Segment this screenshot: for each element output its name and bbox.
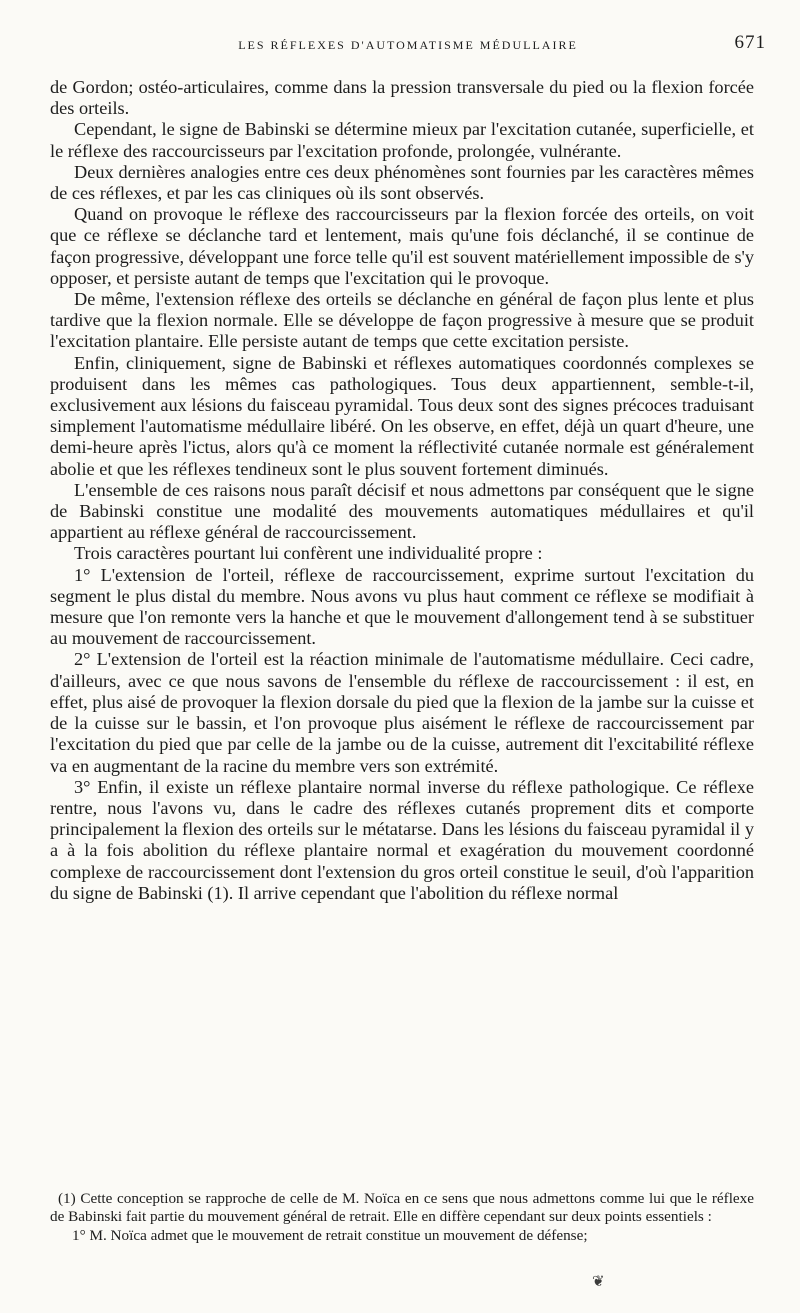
paragraph: Cependant, le signe de Babinski se détermine mieux par l'excitation cutanée, superficielle, et le réflexe des raccourcisseurs par l'excitation profonde, prolongée, vulnérante. — [50, 119, 754, 161]
paragraph: L'ensemble de ces raisons nous paraît décisif et nous admettons par conséquent que le signe de Babinski constitue une modalité des mouvements automatiques médullaires et qu'il appartient au réflexe général de raccourcissement. — [50, 479, 754, 543]
running-title: LES RÉFLEXES D'AUTOMATISME MÉDULLAIRE — [238, 38, 578, 52]
footnotes — [50, 1190, 754, 1245]
paragraph: Trois caractères pourtant lui confèrent une individualité propre : — [74, 543, 543, 564]
footnote: 1° M. Noïca admet que le mouvement de retrait constitue un mouvement de défense; — [72, 1226, 588, 1244]
paragraph: Enfin, cliniquement, signe de Babinski et réflexes automatiques coordonnés complexes se produisent dans les mêmes cas pathologiques. Tous deux appartiennent, semble-t-il, exclusivement aux lésions du faisceau pyramidal. Tous deux sont des signes précoces traduisant simplement l'automatisme médullaire libéré. On les observe, en effet, déjà un quart d'heure, une demi-heure après l'ictus, alors qu'à ce moment la réflectivité cutanée normale est généralement abolie et que les réflexes tendineux sont le plus souvent fortement diminués. — [50, 352, 754, 479]
paragraph: De même, l'extension réflexe des orteils se déclanche en général de façon plus lente et plus tardive que la flexion normale. Elle se développe de façon progressive à mesure que se produit l'excitation plantaire. Elle persiste autant de temps que cette excitation persiste. — [50, 289, 754, 352]
paragraph: de Gordon; ostéo-articulaires, comme dans la pression transversale du pied ou la flexion forcée des orteils. — [50, 77, 754, 119]
paragraph: 1° L'extension de l'orteil, réflexe de raccourcissement, exprime surtout l'excitation du segment le plus distal du membre. Nous avons vu plus haut comment ce réflexe se modifiait à mesure que l'on remonte vers la hanche et que le mouvement d'allongement tend à se substituer au mouvement de raccourcissement. — [50, 564, 754, 649]
body-text — [50, 77, 754, 904]
paragraph: Quand on provoque le réflexe des raccourcisseurs par la flexion forcée des orteils, on voit que ce réflexe se déclanche tard et lentement, mais qu'une fois déclanché, il se continue de façon progressive, développant une force telle qu'il est souvent matériellement impossible de s'y opposer, et persiste autant de temps que l'excitation qui le provoque. — [50, 204, 754, 288]
footnote: (1) Cette conception se rapproche de celle de M. Noïca en ce sens que nous admettons comme lui que le réflexe de Babinski fait partie du mouvement général de retrait. Elle en diffère cependant sur deux points essentiels : — [50, 1190, 754, 1226]
page-number: 671 — [734, 32, 766, 53]
paragraph: 3° Enfin, il existe un réflexe plantaire normal inverse du réflexe pathologique. Ce réflexe rentre, nous l'avons vu, dans le cadre des réflexes cutanés proprement dits et comporte principalement la flexion des orteils sur le métatarse. Dans les lésions du faisceau pyramidal il y a à la fois abolition du réflexe plantaire normal et exagération du mouvement coordonné complexe de raccourcissement dont l'extension du gros orteil constitue le seuil, d'où l'apparition du signe de Babinski (1). Il arrive cependant que l'abolition du réflexe normal — [50, 776, 754, 903]
page-header — [50, 32, 766, 56]
printer-ornament-icon: ❦ — [592, 1274, 605, 1290]
paragraph: Deux dernières analogies entre ces deux phénomènes sont fournies par les caractères mêmes de ces réflexes, et par les cas cliniques où ils sont observés. — [50, 161, 754, 204]
paragraph: 2° L'extension de l'orteil est la réaction minimale de l'automatisme médullaire. Ceci cadre, d'ailleurs, avec ce que nous savons de l'ensemble du réflexe de raccourcissement : il est, en effet, plus aisé de provoquer la flexion dorsale du pied que la flexion de la jambe sur la cuisse et de la cuisse sur le bassin, et l'on provoque plus aisément le réflexe de raccourcissement par l'excitation du pied que par celle de la jambe ou de la cuisse, autrement dit l'excitabilité réflexe va en augmentant de la racine du membre vers son extrémité. — [50, 649, 754, 776]
